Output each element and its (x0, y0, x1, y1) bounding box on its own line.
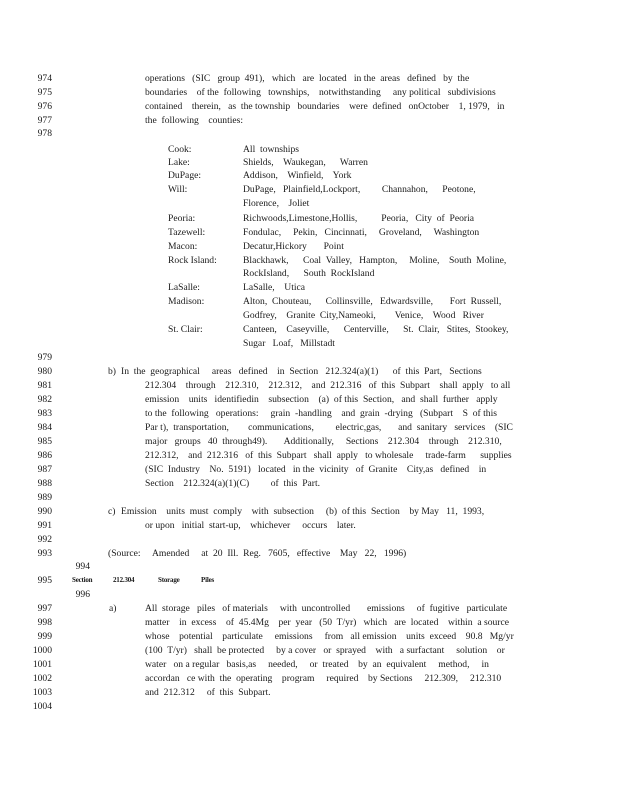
line-number: 1003 (32, 687, 52, 698)
township-list: Fondulac, Pekin, Cincinnati, Groveland, Washington (243, 227, 480, 238)
county-name: Rock Island: (168, 255, 217, 266)
text-line: matter in excess of 45.4Mg per year (50 T/yr) which are located within a source (145, 617, 510, 628)
line-number: 988 (37, 478, 52, 489)
paragraph-label: a) (109, 603, 117, 614)
township-list: Decatur,Hickory Point (243, 241, 344, 252)
section-number: 212.304 (113, 576, 135, 584)
line-number: 996 (75, 589, 90, 600)
line-number: 1001 (32, 659, 52, 670)
text-line: 212.304 through 212.310, 212.312, and 212.316 of this Subpart shall apply to all (145, 380, 511, 391)
text-line: boundaries of the following townships, notwithstanding any political subdivisions (145, 87, 496, 98)
county-name: St. Clair: (168, 324, 203, 335)
line-number: 993 (37, 548, 52, 559)
line-number: 978 (37, 128, 52, 139)
township-list: Addison, Winfield, York (243, 170, 352, 181)
line-number: 977 (37, 115, 52, 126)
county-name: Lake: (168, 157, 190, 168)
paragraph-label: c) (108, 506, 116, 517)
section-word: Section (72, 576, 93, 584)
line-number: 1002 (32, 673, 52, 684)
line-number: 974 (37, 73, 52, 84)
text-line: Section 212.324(a)(1)(C) of this Part. (145, 478, 321, 489)
text-line: Emission units must comply with subsection (b) of this Section by May 11, 1993, (121, 506, 485, 517)
source-note: (Source: Amended at 20 Ill. Reg. 7605, effective May 22, 1996) (108, 548, 407, 559)
text-line: (100 T/yr) shall be protected by a cover or sprayed with a surfactant solution or (145, 645, 505, 656)
county-name: Will: (168, 184, 188, 195)
county-name: Peoria: (168, 213, 196, 224)
text-line: to the following operations: grain -handling and grain -drying (Subpart S of this (145, 408, 497, 419)
county-name: Cook: (168, 144, 192, 155)
township-list: Blackhawk, Coal Valley, Hampton, Moline, South Moline, (243, 255, 507, 266)
line-number: 984 (37, 422, 52, 433)
text-line: In the geographical areas defined in Section 212.324(a)(1) of this Part, Sections (121, 366, 482, 377)
line-number: 999 (37, 631, 52, 642)
township-list: LaSalle, Utica (243, 282, 306, 293)
township-list: All townships (243, 144, 299, 155)
line-number: 983 (37, 408, 52, 419)
line-number: 995 (37, 575, 52, 586)
line-number: 989 (37, 492, 52, 503)
township-list: Richwoods,Limestone,Hollis, Peoria, City of Peoria (243, 213, 475, 224)
township-list: DuPage, Plainfield,Lockport, Channahon, Peotone, (243, 184, 476, 195)
text-line: and 212.312 of this Subpart. (145, 687, 271, 698)
line-number: 979 (37, 352, 52, 363)
line-number: 976 (37, 101, 52, 112)
text-line: emission units identifiedin subsection (a) of this Section, and shall further apply (145, 394, 498, 405)
line-number: 990 (37, 506, 52, 517)
text-line: operations (SIC group 491), which are located in the areas defined by the (145, 73, 470, 84)
township-list: Canteen, Caseyville, Centerville, St. Clair, Stites, Stookey, (243, 324, 509, 335)
text-line: 212.312, and 212.316 of this Subpart shall apply to wholesale trade-farm supplies (145, 450, 512, 461)
line-number: 998 (37, 617, 52, 628)
township-list: Shields, Waukegan, Warren (243, 157, 368, 168)
line-number: 980 (37, 366, 52, 377)
line-number: 1004 (32, 701, 52, 712)
line-number: 1000 (32, 645, 52, 656)
text-line: water on a regular basis,as needed, or treated by an equivalent method, in (145, 659, 489, 670)
line-number: 981 (37, 380, 52, 391)
line-number: 997 (37, 603, 52, 614)
section-title: Storage (158, 576, 180, 584)
text-line: major groups 40 through49). Additionally, Sections 212.304 through 212.310, (145, 436, 502, 447)
township-list: RockIsland, South RockIsland (243, 268, 375, 279)
county-name: Madison: (168, 296, 205, 307)
line-number: 985 (37, 436, 52, 447)
township-list: Godfrey, Granite City,Nameoki, Venice, Wood River (243, 310, 484, 321)
line-number: 986 (37, 450, 52, 461)
section-title: Piles (201, 576, 214, 584)
county-name: DuPage: (168, 170, 202, 181)
township-list: Florence, Joliet (243, 198, 310, 209)
line-number: 992 (37, 534, 52, 545)
line-number: 982 (37, 394, 52, 405)
line-number: 975 (37, 87, 52, 98)
township-list: Sugar Loaf, Millstadt (243, 338, 335, 349)
text-line: whose potential particulate emissions from all emission units exceed 90.8 Mg/yr (145, 631, 514, 642)
county-name: Macon: (168, 241, 198, 252)
text-line: All storage piles of materials with uncontrolled emissions of fugitive particulate (145, 603, 508, 614)
line-number: 994 (75, 561, 90, 572)
township-list: Alton, Chouteau, Collinsville, Edwardsville, Fort Russell, (243, 296, 502, 307)
county-name: LaSalle: (168, 282, 200, 293)
county-name: Tazewell: (168, 227, 206, 238)
line-number: 991 (37, 520, 52, 531)
text-line: Par t), transportation, communications, electric,gas, and sanitary services (SIC (145, 422, 513, 433)
text-line: the following counties: (145, 115, 244, 126)
text-line: accordan ce with the operating program required by Sections 212.309, 212.310 (145, 673, 502, 684)
text-line: contained therein, as the township boundaries were defined onOctober 1, 1979, in (145, 101, 505, 112)
paragraph-label: b) (108, 366, 116, 377)
line-number: 987 (37, 464, 52, 475)
text-line: (SIC Industry No. 5191) located in the vicinity of Granite City,as defined in (145, 464, 487, 475)
text-line: or upon initial start-up, whichever occurs later. (145, 520, 356, 531)
